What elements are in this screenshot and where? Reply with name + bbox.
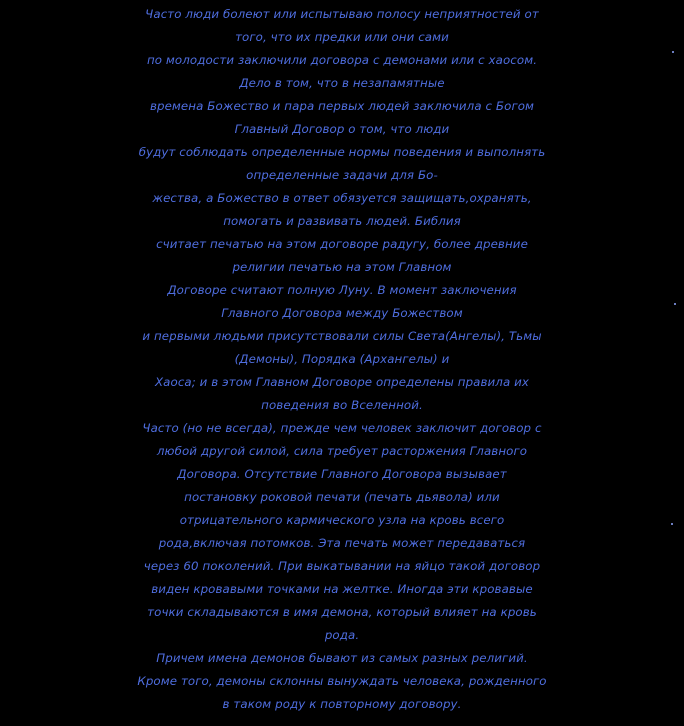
- text-line: помогать и развивать людей. Библия: [223, 214, 461, 228]
- text-line: через 60 поколений. При выкатывании на яйцо такой договор: [143, 559, 541, 573]
- text-line: (Демоны), Порядка (Архангелы) и: [234, 352, 450, 366]
- text-line: Договоре считают полную Луну. В момент заключения: [167, 283, 517, 297]
- star-dot-lower: [671, 523, 673, 525]
- text-line: Часто люди болеют или испытываю полосу неприятностей от: [145, 7, 539, 21]
- text-line: поведения во Вселенной.: [261, 398, 423, 412]
- text-line: любой другой силой, сила требует расторжения Главного: [156, 444, 528, 458]
- text-line: Хаоса; и в этом Главном Договоре определены правила их: [155, 375, 529, 389]
- text-line: жества, а Божество в ответ обязуется защищать,охранять,: [152, 191, 532, 205]
- text-line: определенные задачи для Бо-: [246, 168, 438, 182]
- article-text: [0, 3, 684, 716]
- text-line: по молодости заключили договора с демонами или с хаосом.: [146, 53, 538, 67]
- text-line: будут соблюдать определенные нормы поведения и выполнять: [138, 145, 546, 159]
- text-line: Кроме того, демоны склонны вынуждать человека, рожденного: [137, 674, 547, 688]
- text-line: и первыми людьми присутствовали силы Света(Ангелы), Тьмы: [142, 329, 542, 343]
- text-line: виден кровавыми точками на желтке. Иногда эти кровавые: [151, 582, 533, 596]
- text-line: постановку роковой печати (печать дьявола) или: [184, 490, 500, 504]
- text-line: рода.: [324, 628, 360, 642]
- text-line: Главный Договор о том, что люди: [234, 122, 450, 136]
- text-line: Причем имена демонов бывают из самых разных религий.: [156, 651, 528, 665]
- text-line: того, что их предки или они сами: [235, 30, 449, 44]
- text-line: в таком роду к повторному договору.: [222, 697, 462, 711]
- star-dot-top: [672, 51, 674, 53]
- text-line: считает печатью на этом договоре радугу, более древние: [156, 237, 528, 251]
- text-line: времена Божество и пара первых людей заключила с Богом: [149, 99, 535, 113]
- text-line: Часто (но не всегда), прежде чем человек заключит договор с: [142, 421, 542, 435]
- star-dot-middle: [674, 303, 676, 305]
- text-line: религии печатью на этом Главном: [232, 260, 452, 274]
- text-line: точки складываются в имя демона, который влияет на кровь: [147, 605, 537, 619]
- text-line: рода,включая потомков. Эта печать может передаваться: [158, 536, 526, 550]
- text-line: Дело в том, что в незапамятные: [239, 76, 445, 90]
- text-line: Договора. Отсутствие Главного Договора вызывает: [177, 467, 507, 481]
- text-line: Главного Договора между Божеством: [221, 306, 463, 320]
- text-line: отрицательного кармического узла на кровь всего: [179, 513, 505, 527]
